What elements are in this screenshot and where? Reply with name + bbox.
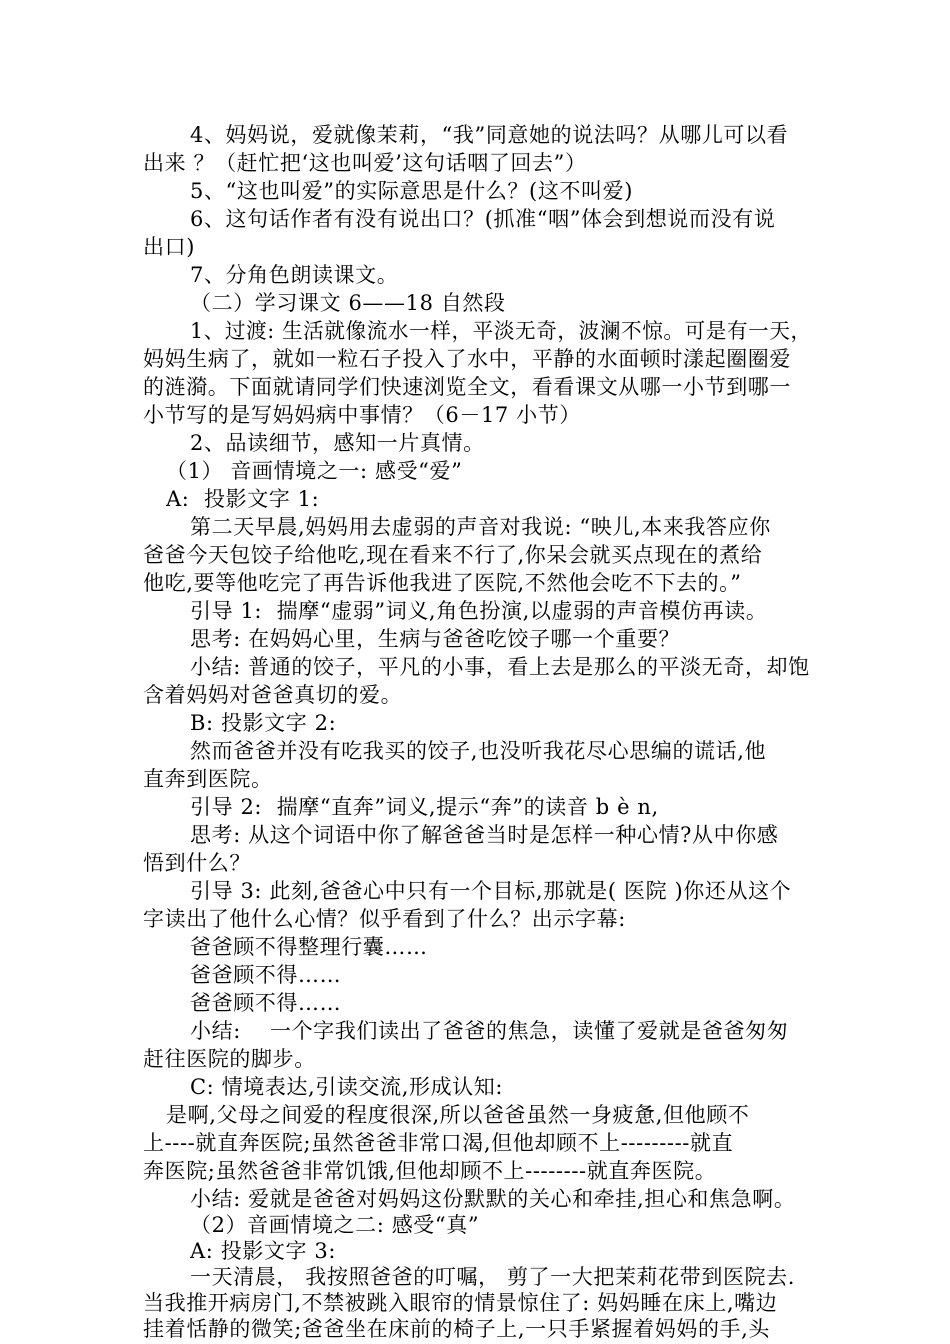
text-line: 字读出了他什么心情？似乎看到了什么？出示字幕: — [143, 907, 626, 931]
text-line: 含着妈妈对爸爸真切的爱。 — [143, 683, 403, 707]
caption-line: 爸爸顾不得…… — [190, 963, 342, 987]
text-line: 引导 2: 揣摩“直奔”词义,提示“奔”的读音 b è n, — [190, 795, 659, 819]
text-line: A: 投影文字 1: — [166, 487, 320, 511]
sub-heading: （2）音画情境之二: 感受“真” — [190, 1213, 480, 1237]
text-line: 奔医院;虽然爸爸非常饥饿,但他却顾不上--------就直奔医院。 — [143, 1159, 717, 1183]
quote-line: 他吃,要等他吃完了再告诉他我进了医院,不然他会吃不下去的。” — [143, 571, 742, 595]
text-line: B: 投影文字 2: — [190, 711, 337, 735]
text-line: 7、分角色朗读课文。 — [190, 263, 399, 287]
text-line: 1、过渡: 生活就像流水一样，平淡无奇，波澜不惊。可是有一天， — [190, 319, 812, 343]
text-line: C: 情境表达,引读交流,形成认知: — [190, 1075, 504, 1099]
text-line: 妈妈生病了，就如一粒石子投入了水中，平静的水面顿时漾起圈圈爱 — [143, 347, 791, 371]
text-line: 4、妈妈说，爱就像茉莉，“我”同意她的说法吗？从哪儿可以看 — [190, 123, 789, 147]
quote-line: 直奔到医院。 — [143, 767, 273, 791]
text-line: 赶往医院的脚步。 — [143, 1047, 316, 1071]
text-line: 小结: 普通的饺子，平凡的小事，看上去是那么的平淡无奇，却饱 — [190, 655, 810, 679]
text-line: 是啊,父母之间爱的程度很深,所以爸爸虽然一身疲惫,但他顾不 — [166, 1103, 750, 1127]
text-line: 的涟漪。下面就请同学们快速浏览全文，看看课文从哪一小节到哪一 — [143, 375, 791, 399]
quote-line: 然而爸爸并没有吃我买的饺子,也没听我花尽心思编的谎话,他 — [190, 739, 767, 763]
quote-line: 挂着恬静的微笑;爸爸坐在床前的椅子上,一只手紧握着妈妈的手,头 — [143, 1317, 771, 1341]
text-line: 思考: 从这个词语中你了解爸爸当时是怎样一种心情?从中你感 — [190, 823, 779, 847]
caption-line: 爸爸顾不得整理行囊…… — [190, 935, 428, 959]
caption-line: 爸爸顾不得…… — [190, 991, 342, 1015]
text-line: 2、品读细节，感知一片真情。 — [190, 431, 485, 455]
text-line: 小结: 爱就是爸爸对妈妈这份默默的关心和牵挂,担心和焦急啊。 — [190, 1187, 796, 1211]
text-line: A: 投影文字 3: — [190, 1239, 337, 1263]
text-line: 5、“这也叫爱”的实际意思是什么？(这不叫爱) — [190, 179, 634, 203]
quote-line: 爸爸今天包饺子给他吃,现在看来不行了,你呆会就买点现在的煮给 — [143, 543, 763, 567]
text-line: 上----就直奔医院;虽然爸爸非常口渴,但他却顾不上---------就直 — [143, 1131, 734, 1155]
text-line: 小节写的是写妈妈病中事情？（6－17 小节） — [143, 403, 581, 427]
text-line: 引导 1: 揣摩“虚弱”词义,角色扮演,以虚弱的声音模仿再读。 — [190, 599, 768, 623]
quote-line: 一天清晨， 我按照爸爸的叮嘱， 剪了一大把茉莉花带到医院去. — [190, 1265, 796, 1289]
text-line: 小结: 一个字我们读出了爸爸的焦急，读懂了爱就是爸爸匆匆 — [190, 1019, 789, 1043]
sub-heading: （1） 音画情境之一: 感受“爱” — [166, 459, 463, 483]
text-line: 6、这句话作者有没有说出口？(抓准“咽”体会到想说而没有说 — [190, 207, 776, 231]
quote-line: 当我推开病房门,不禁被跳入眼帘的情景惊住了: 妈妈睡在床上,嘴边 — [143, 1291, 778, 1315]
quote-line: 第二天早晨,妈妈用去虚弱的声音对我说: “映儿,本来我答应你 — [190, 515, 771, 539]
text-line: 悟到什么？ — [143, 851, 251, 875]
text-line: 引导 3: 此刻,爸爸心中只有一个目标,那就是( 医院 )你还从这个 — [190, 879, 792, 903]
section-heading: （二）学习课文 6——18 自然段 — [190, 291, 506, 315]
text-line: 思考: 在妈妈心里，生病与爸爸吃饺子哪一个重要？ — [190, 627, 681, 651]
text-line: 出来 ？（赶忙把‘这也叫爱’这句话咽了回去”） — [143, 151, 587, 175]
text-line: 出口) — [143, 235, 195, 259]
